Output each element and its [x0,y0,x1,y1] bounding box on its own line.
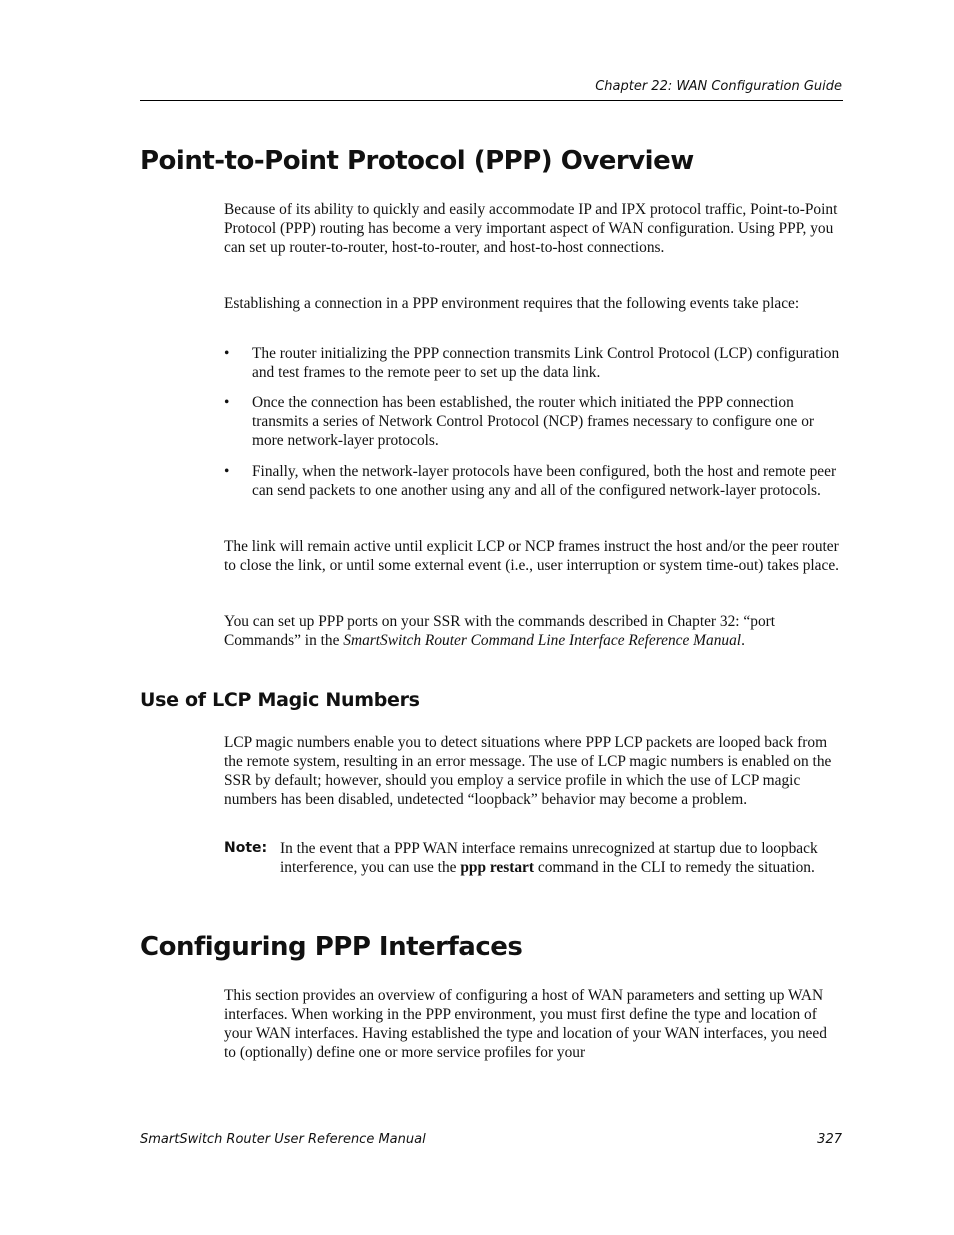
bullet-marker: • [224,394,230,411]
paragraph-ppp-intro [224,200,842,257]
paragraph-text: This section provides an overview of configuring a host of WAN parameters and setting up WAN interfaces. When working in the PPP environment, you must first define the type and location of your WAN interfaces. Having established the type and location of your WAN interfaces, you need to (optionally) define one or more service profiles for your [224,987,827,1061]
paragraph-configuring-ppp [224,986,842,1062]
text-run: You can set up PPP ports on your SSR with the commands described in Chapter 32: “port Commands” in the [224,613,776,649]
paragraph-ppp-ports [224,612,842,650]
bullet-marker: • [224,345,230,362]
paragraph-text: Because of its ability to quickly and easily accommodate IP and IPX protocol traffic, Point-to-Point Protocol (PPP) routing has become a very important aspect of WAN configuration. Using PPP, you can set up router-to-router, host-to-router, and host-to-host connections. [224,201,838,256]
list-item-text: Once the connection has been established, the router which initiated the PPP connection transmits a series of Network Control Protocol (NCP) frames necessary to configure one or more network-layer protocols. [252,394,815,449]
section-title-ppp-overview: Point-to-Point Protocol (PPP) Overview [140,146,694,176]
paragraph-events-intro [224,294,842,313]
command-name: ppp restart [460,859,535,876]
text-run: . [741,632,745,649]
paragraph-text: The link will remain active until explicit LCP or NCP frames instruct the host and/or the peer router to close the link, or until some external event (i.e., user interruption or system time-out) takes place. [224,538,840,574]
paragraph-text [224,612,842,650]
list-item-text: The router initializing the PPP connection transmits Link Control Protocol (LCP) configuration and test frames to the remote peer to set up the data link. [252,345,840,381]
paragraph-text: Establishing a connection in a PPP environment requires that the following events take place: [224,295,800,312]
bullet-marker: • [224,463,230,480]
paragraph-text: LCP magic numbers enable you to detect situations where PPP LCP packets are looped back from the remote system, resulting in an error message. The use of LCP magic numbers is enabled on the SSR by default; however, should you employ a service profile in which the use of LCP magic numbers has been disabled, undetected “loopback” behavior may become a problem. [224,734,832,808]
paragraph-lcp-magic [224,733,842,809]
footer-manual-title: SmartSwitch Router User Reference Manual [140,1132,426,1147]
section-title-configuring-ppp: Configuring PPP Interfaces [140,932,523,962]
list-item-text: Finally, when the network-layer protocols have been configured, both the host and remote peer can send packets to one another using any and all of the configured network-layer protocols. [252,463,837,499]
running-header: Chapter 22: WAN Configuration Guide [595,79,842,94]
header-rule [140,100,843,101]
paragraph-link-active [224,537,842,575]
page-number: 327 [817,1132,842,1147]
subsection-title-lcp-magic: Use of LCP Magic Numbers [140,689,420,711]
note-label: Note: [224,840,268,856]
manual-title-reference: SmartSwitch Router Command Line Interface Reference Manual [343,632,742,649]
text-run: In the event that a PPP WAN interface remains unrecognized at startup due to loopback interference, you can use the [280,840,818,876]
note-text [280,839,842,877]
text-run: command in the CLI to remedy the situation. [534,859,815,876]
